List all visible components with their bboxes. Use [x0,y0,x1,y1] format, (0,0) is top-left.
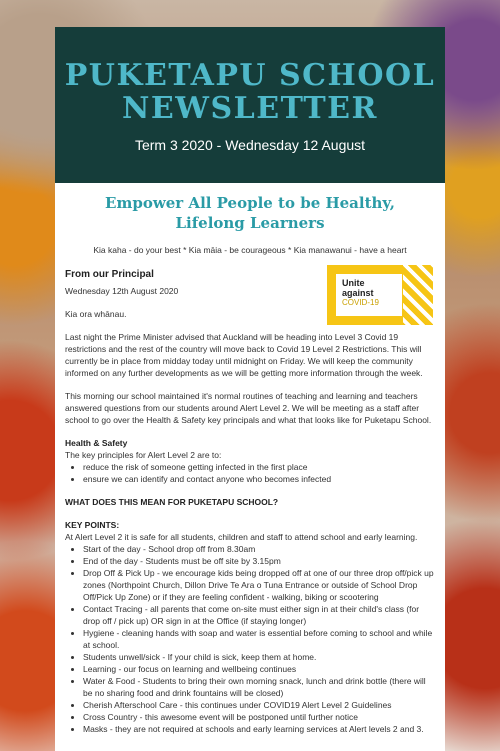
logo-line-1: Unite [342,278,365,288]
newsletter-title: PUKETAPU SCHOOL NEWSLETTER [64,58,436,126]
list-item: • End of the day - Students must be off site by 3.15pm [83,555,435,567]
list-item: • reduce the risk of someone getting infected in the first place [83,461,435,473]
newsletter-content [55,269,445,735]
list-item: • Masks - they are not required at schools and early learning services at Alert levels 2 and 3. [83,723,435,735]
key-points-heading: KEY POINTS: [65,520,120,530]
key-points-list [65,543,435,735]
list-item: • Learning - our focus on learning and wellbeing continues [83,663,435,675]
newsletter-header [55,27,445,183]
logo-line-3: COVID-19 [342,298,379,307]
key-points-intro: At Alert Level 2 it is safe for all students, children and staff to attend school and early learning. [65,532,418,542]
newsletter-card [55,27,445,751]
logo-line-2: against [342,288,374,298]
list-item: • Cross Country - this awesome event will be postponed until further notice [83,711,435,723]
list-item: • Water & Food - Students to bring their own morning snack, lunch and drink bottle (there will be no sharing food and drink fountains will be closed) [83,675,435,699]
health-safety-heading: Health & Safety [65,438,128,448]
list-item: • Students unwell/sick - If your child is sick, keep them at home. [83,651,435,663]
list-item: • Contact Tracing - all parents that come on-site must either sign in at their child's class (for drop off / pick up) OR sign in at the Office (if staying longer) [83,603,435,627]
mission-statement: Empower All People to be Healthy, Lifelong Learners [105,194,395,232]
logo-stripe-pattern [403,265,433,325]
principal-paragraph-2: This morning our school maintained it's normal routines of teaching and learning and teachers answered questions from our students around Alert Level 2. We will be meeting as a staff after school to go over the Health & Safety key principals and what that looks like for Puketapu School. [65,391,432,425]
principal-date: Wednesday 12th August 2020 [65,286,179,296]
newsletter-date: Term 3 2020 - Wednesday 12 August [134,137,366,153]
logo-text-box [336,274,402,316]
list-item: • Hygiene - cleaning hands with soap and water is essential before coming to school and while at school. [83,627,435,651]
list-item: • Cherish Afterschool Care - this continues under COVID19 Alert Level 2 Guidelines [83,699,435,711]
what-this-means-heading: WHAT DOES THIS MEAN FOR PUKETAPU SCHOOL? [65,497,279,507]
principal-section [65,269,435,320]
list-item: • Start of the day - School drop off from 8.30am [83,543,435,555]
principal-paragraph-1: Last night the Prime Minister advised that Auckland will be heading into Level 3 Covid 19 restrictions and the rest of the country will move back to Covid 19 Level 2 Restrictions. This will currently be in place from midday today until midnight on Friday. We will keep the community informed on any further developments as we will be getting more information through the week. [65,332,423,378]
unite-against-covid-logo [327,265,433,325]
principal-heading: From our Principal [65,269,154,280]
principal-greeting: Kia ora whānau. [65,309,127,319]
health-safety-list [65,461,435,485]
list-item: • ensure we can identify and contact anyone who becomes infected [83,473,435,485]
list-item: • Drop Off & Pick Up - we encourage kids being dropped off at one of our three drop off/pick up zones (Northpoint Church, Dillon Drive Te Ara o Tuna Entrance or outside of School Drop Off/Pick Up Zone) or if they are feeling confident - walking, biking or scootering [83,567,435,603]
health-safety-intro: The key principles for Alert Level 2 are to: [65,450,222,460]
school-values-tagline: Kia kaha - do your best * Kia māia - be courageous * Kia manawanui - have a heart [93,245,407,255]
